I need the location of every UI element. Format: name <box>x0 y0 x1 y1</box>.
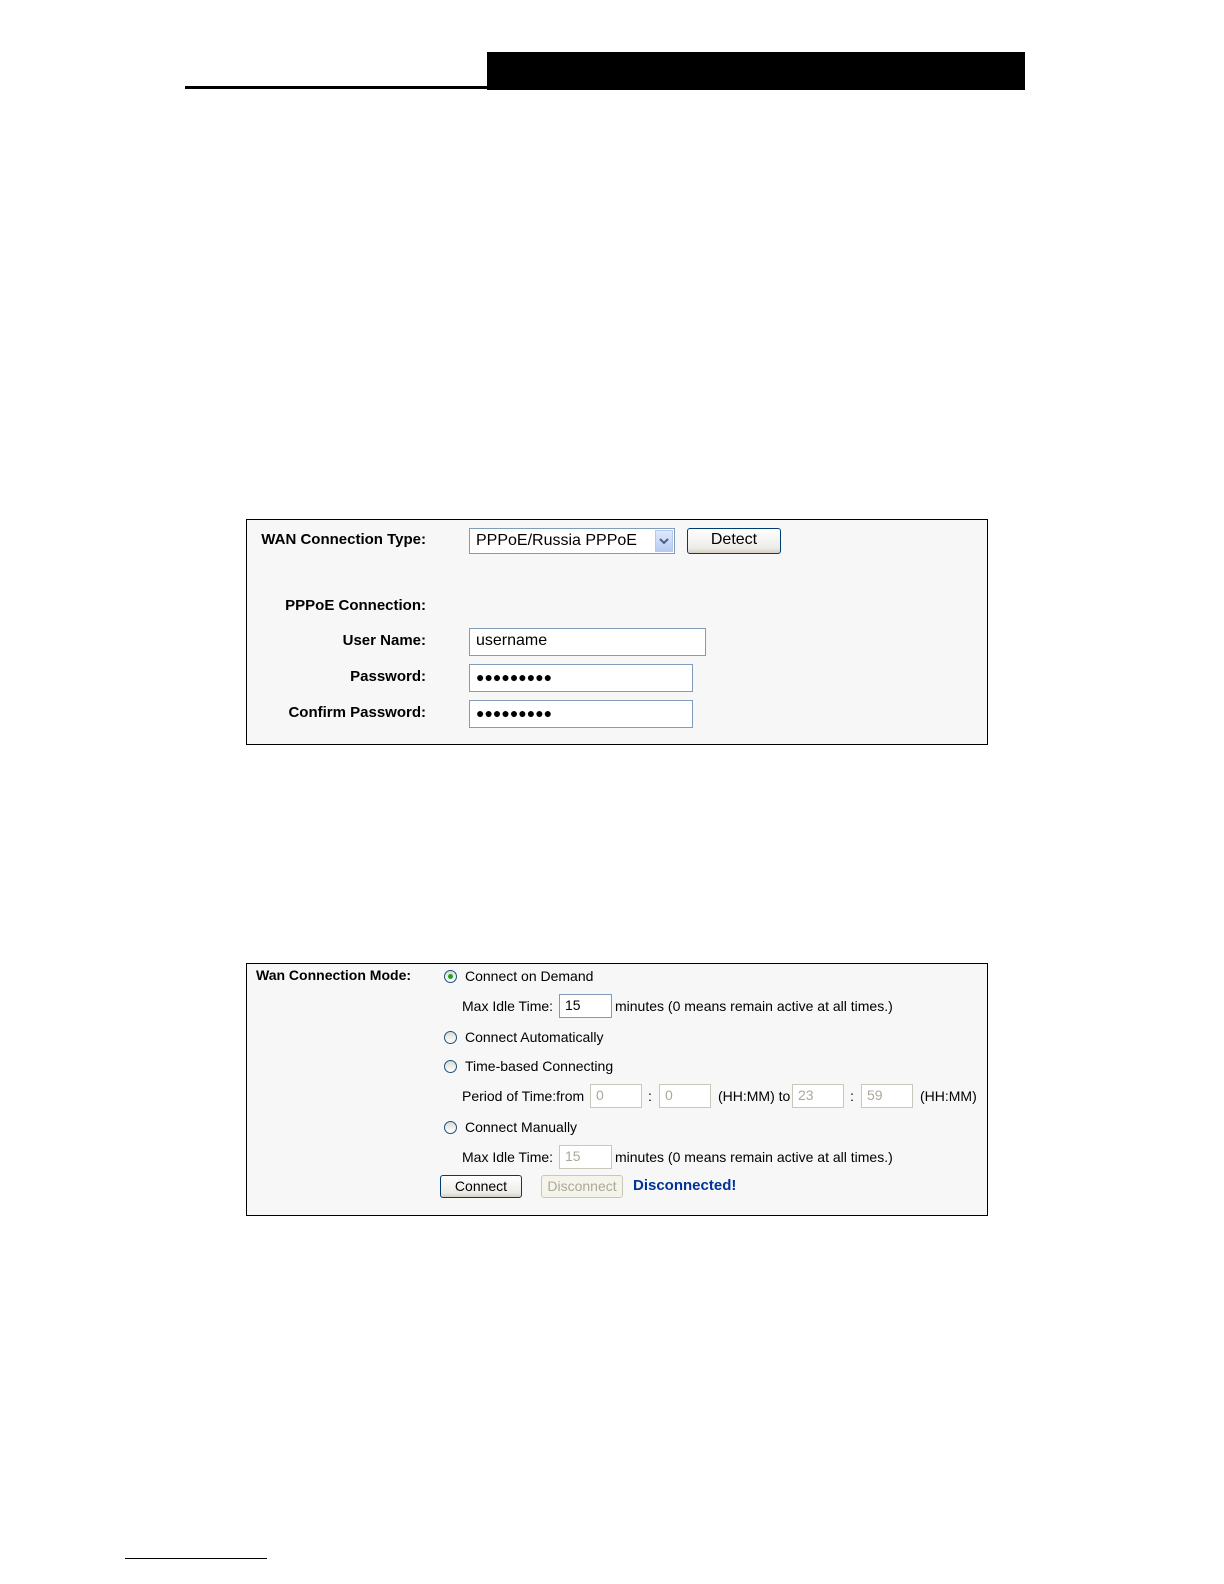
hhmm-label: (HH:MM) <box>920 1088 977 1104</box>
wan-connection-type-select[interactable] <box>469 528 675 554</box>
document-header-rule <box>185 86 1025 89</box>
manual-max-idle-time-label: Max Idle Time: <box>462 1149 554 1165</box>
wan-connection-type-value: PPPoE/Russia PPPoE <box>476 532 637 549</box>
from-hour-input[interactable]: 0 <box>590 1084 642 1108</box>
hhmm-to-label: (HH:MM) to <box>718 1088 791 1104</box>
period-of-time-label: Period of Time:from <box>462 1088 585 1104</box>
wan-connection-type-panel <box>246 519 988 745</box>
connect-on-demand-label: Connect on Demand <box>465 968 594 984</box>
password-label: Password: <box>350 668 426 685</box>
time-colon: : <box>850 1088 854 1104</box>
time-based-connecting-radio[interactable] <box>444 1060 457 1073</box>
from-minute-input[interactable]: 0 <box>659 1084 711 1108</box>
max-idle-time-note: minutes (0 means remain active at all times.) <box>615 998 893 1014</box>
time-based-connecting-label: Time-based Connecting <box>465 1058 614 1074</box>
chevron-down-icon[interactable] <box>655 530 673 552</box>
connect-automatically-radio[interactable] <box>444 1031 457 1044</box>
confirm-password-label: Confirm Password: <box>288 704 426 721</box>
password-field[interactable]: ●●●●●●●●● <box>469 664 693 692</box>
disconnect-button[interactable]: Disconnect <box>541 1175 623 1198</box>
connection-status: Disconnected! <box>633 1177 737 1194</box>
to-minute-input[interactable]: 59 <box>861 1084 913 1108</box>
to-hour-input[interactable]: 23 <box>792 1084 844 1108</box>
detect-button[interactable]: Detect <box>687 528 781 554</box>
user-name-label: User Name: <box>342 632 426 649</box>
pppoe-connection-label: PPPoE Connection: <box>285 597 426 614</box>
wan-connection-mode-panel <box>246 963 988 1216</box>
connect-button[interactable]: Connect <box>440 1175 522 1198</box>
time-colon: : <box>648 1088 652 1104</box>
connect-on-demand-radio[interactable] <box>444 970 457 983</box>
footer-rule <box>125 1558 267 1559</box>
user-name-field[interactable]: username <box>469 628 706 656</box>
manual-max-idle-time-note: minutes (0 means remain active at all times.) <box>615 1149 893 1165</box>
wan-connection-type-label: WAN Connection Type: <box>261 531 426 548</box>
max-idle-time-input[interactable]: 15 <box>559 994 612 1018</box>
max-idle-time-label: Max Idle Time: <box>462 998 554 1014</box>
wan-connection-mode-label: Wan Connection Mode: <box>256 967 412 983</box>
confirm-password-field[interactable]: ●●●●●●●●● <box>469 700 693 728</box>
manual-max-idle-time-input[interactable]: 15 <box>559 1145 612 1169</box>
document-header-bar <box>487 52 1025 90</box>
connect-automatically-label: Connect Automatically <box>465 1029 604 1045</box>
connect-manually-label: Connect Manually <box>465 1119 578 1135</box>
connect-manually-radio[interactable] <box>444 1121 457 1134</box>
